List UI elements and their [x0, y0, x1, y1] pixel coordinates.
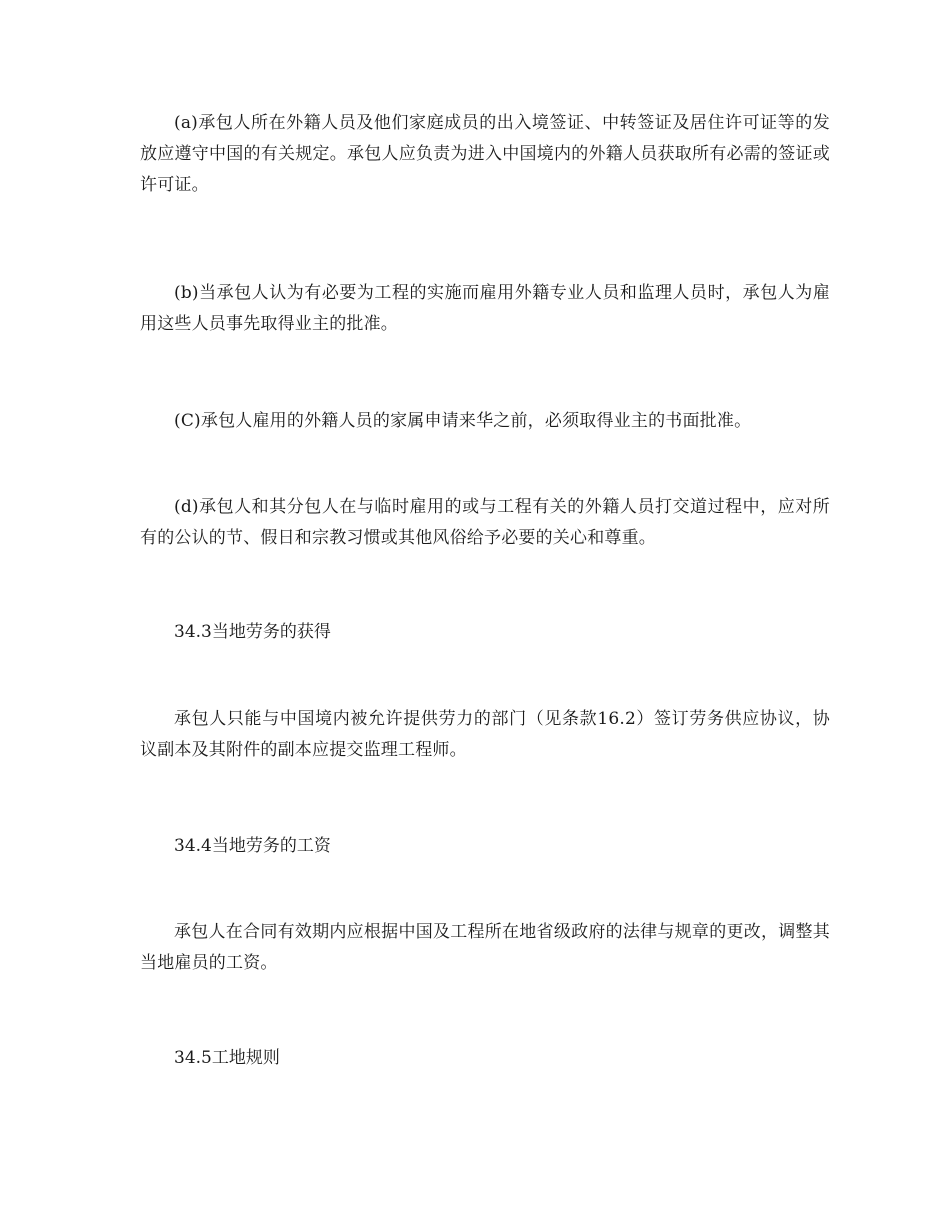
paragraph-34-3: 承包人只能与中国境内被允许提供劳力的部门（见条款16.2）签订劳务供应协议，协议副本及其附件的副本应提交监理工程师。: [140, 709, 830, 760]
section-heading-34-5: 34.5工地规则: [174, 1048, 280, 1068]
paragraph-c: (C)承包人雇用的外籍人员的家属申请来华之前，必须取得业主的书面批准。: [174, 411, 752, 431]
paragraph-34-4: 承包人在合同有效期内应根据中国及工程所在地省级政府的法律与规章的更改，调整其当地雇员的工资。: [140, 922, 830, 973]
section-heading-34-3: 34.3当地劳务的获得: [174, 622, 331, 642]
paragraph-b: (b)当承包人认为有必要为工程的实施而雇用外籍专业人员和监理人员时，承包人为雇用这些人员事先取得业主的批准。: [140, 283, 830, 334]
section-heading-34-4: 34.4当地劳务的工资: [174, 836, 331, 856]
paragraph-d: (d)承包人和其分包人在与临时雇用的或与工程有关的外籍人员打交道过程中，应对所有的公认的节、假日和宗教习惯或其他风俗给予必要的关心和尊重。: [140, 497, 830, 548]
paragraph-a: (a)承包人所在外籍人员及他们家庭成员的出入境签证、中转签证及居住许可证等的发放应遵守中国的有关规定。承包人应负责为进入中国境内的外籍人员获取所有必需的签证或许可证。: [140, 113, 830, 195]
